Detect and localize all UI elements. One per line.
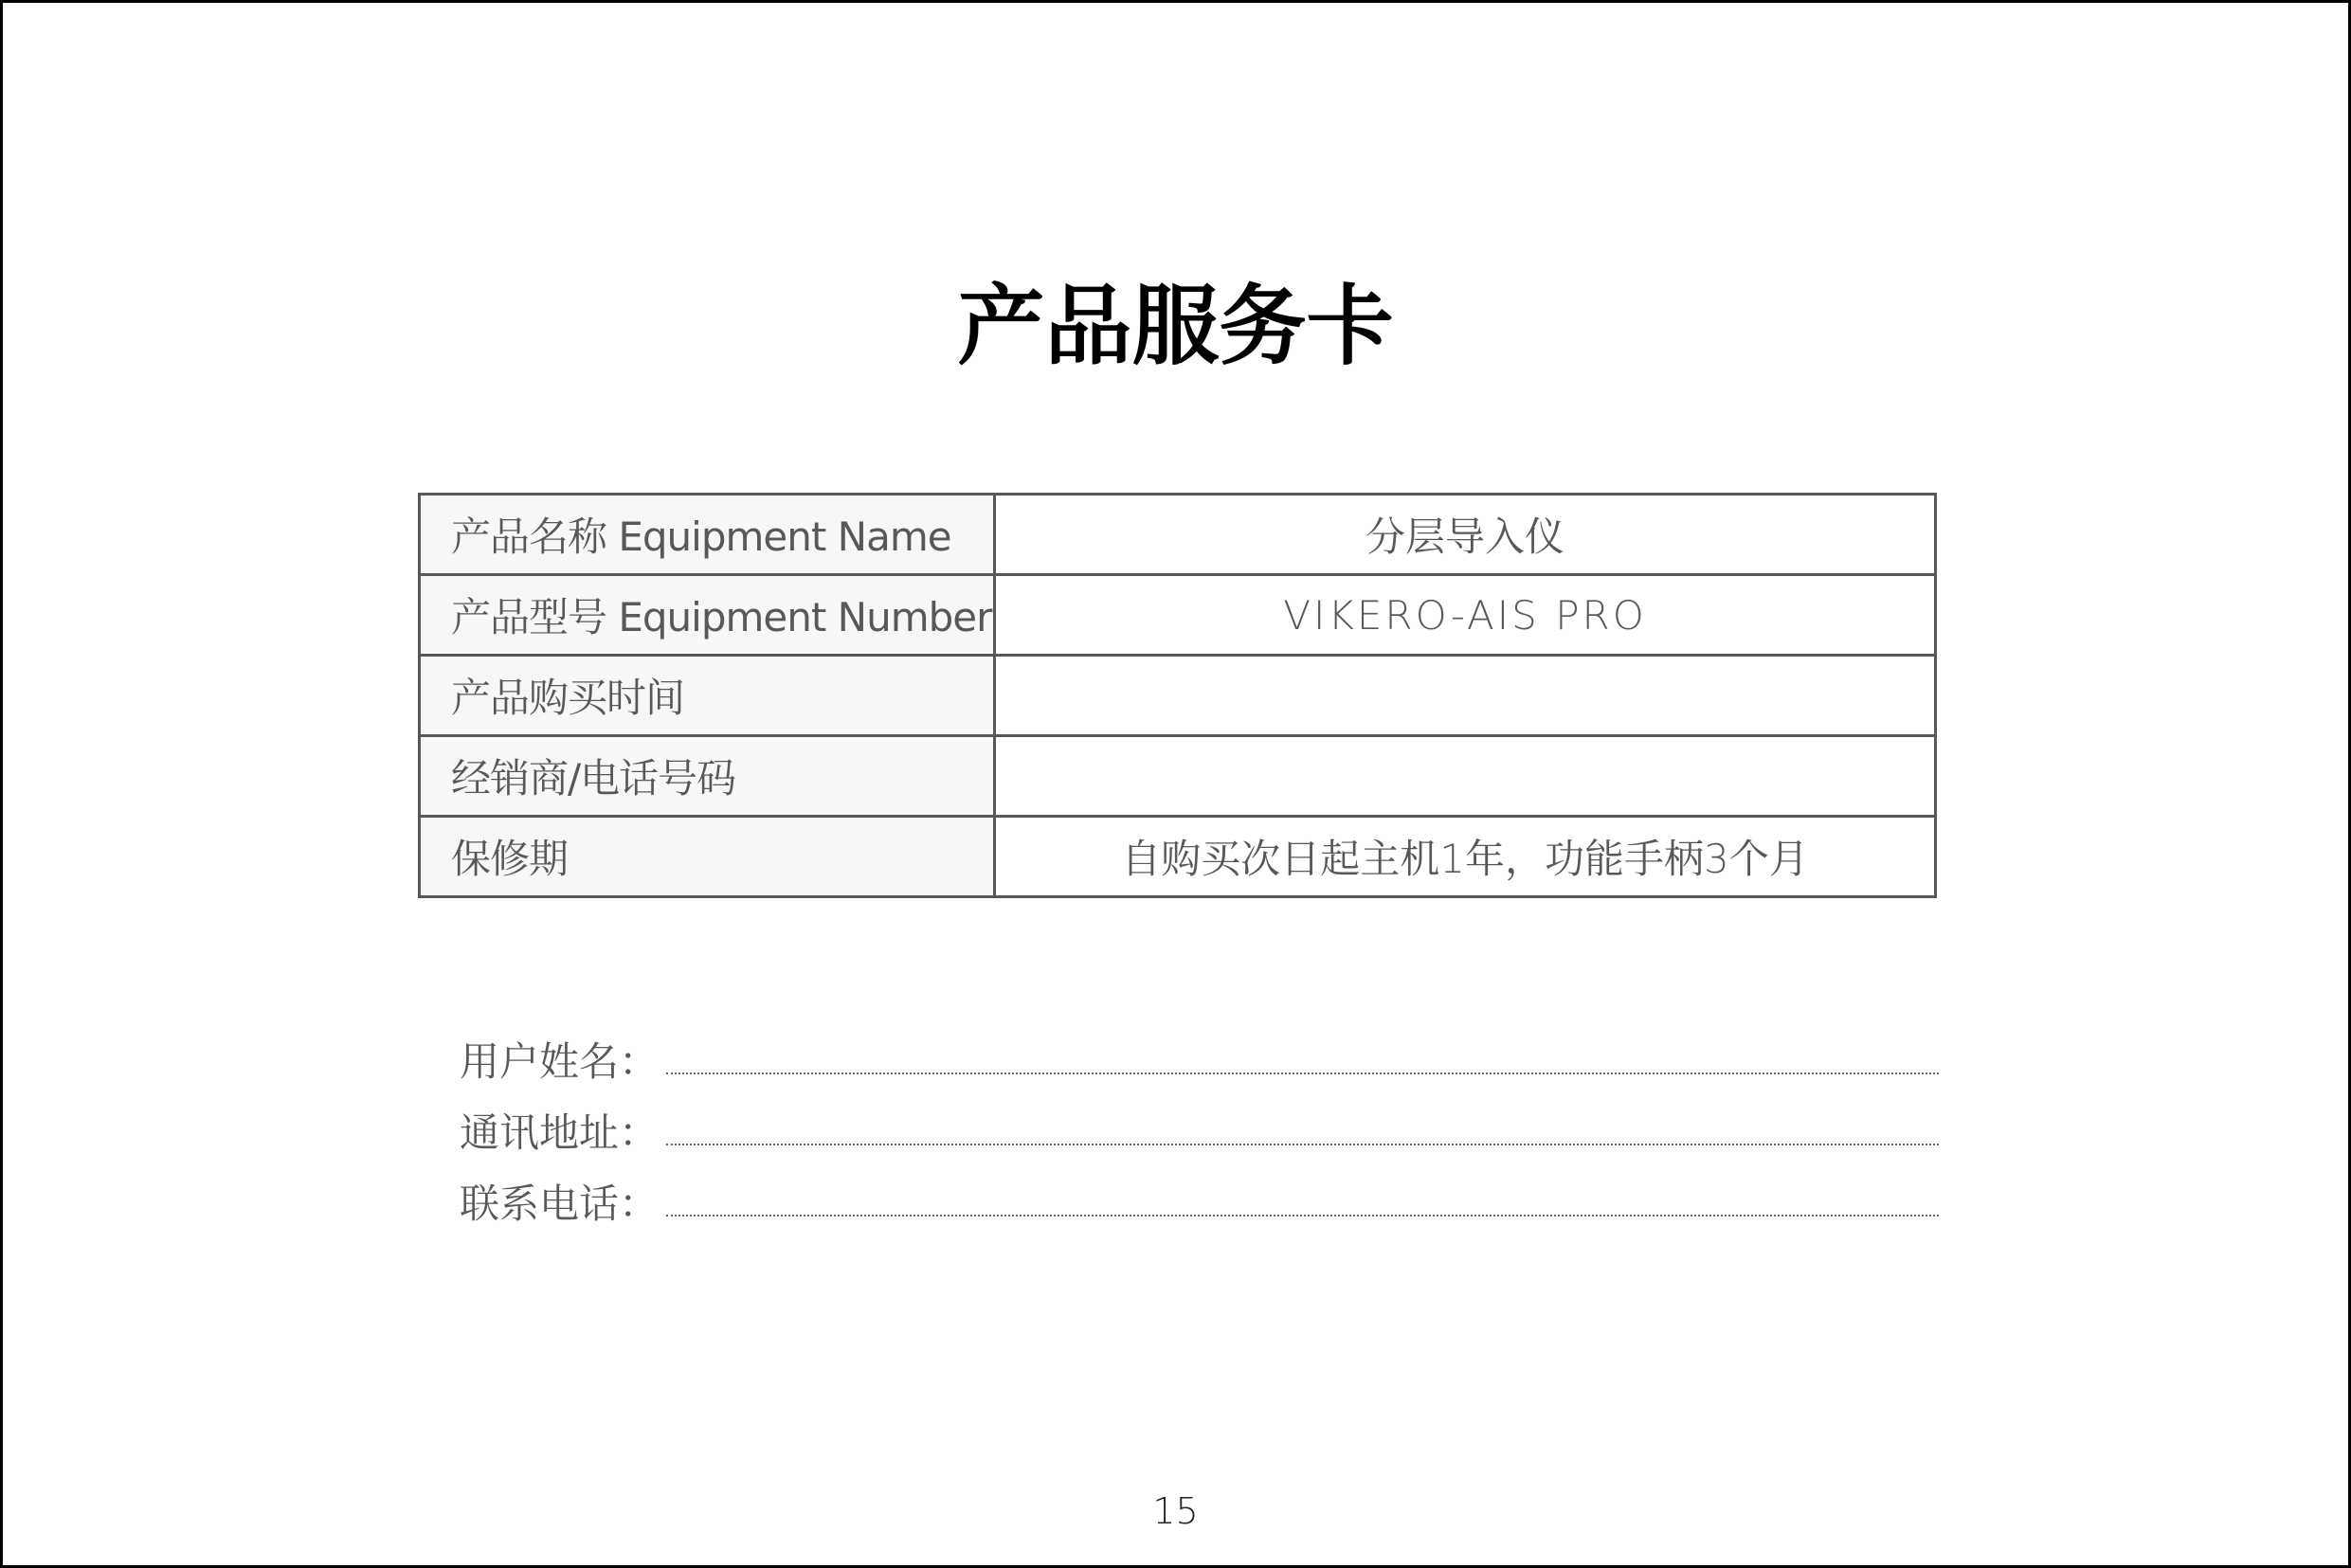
value-warranty: 自购买次日起主机1年，功能手柄3个月 xyxy=(995,817,1936,897)
value-purchase-date[interactable] xyxy=(995,656,1936,736)
form-row-user-name xyxy=(460,1017,1939,1088)
table-row-equipment-number xyxy=(420,575,1936,656)
table-row-equipment-name xyxy=(420,495,1936,575)
user-name-field[interactable] xyxy=(666,1072,1939,1074)
address-label: 通讯地址： xyxy=(460,1109,660,1156)
user-name-label: 用户姓名： xyxy=(460,1038,660,1085)
user-info-form xyxy=(460,1017,1939,1230)
phone-field[interactable] xyxy=(666,1215,1939,1217)
label-equipment-name: 产品名称 Equipment Name xyxy=(420,495,995,575)
phone-label: 联系电话： xyxy=(460,1181,660,1227)
table-row-dealer-phone xyxy=(420,736,1936,817)
value-equipment-name: 分层导入仪 xyxy=(995,495,1936,575)
page-number: 15 xyxy=(1152,1490,1199,1532)
address-field[interactable] xyxy=(666,1144,1939,1145)
service-card-table xyxy=(418,493,1937,898)
page-title: 产品服务卡 xyxy=(957,276,1394,377)
label-purchase-date: 产品购买时间 xyxy=(420,656,995,736)
label-dealer-phone: 经销商/电话号码 xyxy=(420,736,995,817)
label-equipment-number: 产品型号 Equipment Number xyxy=(420,575,995,656)
label-warranty: 保修期 xyxy=(420,817,995,897)
table-row-purchase-date xyxy=(420,656,1936,736)
value-equipment-number: VIKERO-AIS PRO xyxy=(995,575,1936,656)
table-row-warranty xyxy=(420,817,1936,897)
form-row-phone xyxy=(460,1159,1939,1230)
value-dealer-phone[interactable] xyxy=(995,736,1936,817)
form-row-address xyxy=(460,1088,1939,1159)
